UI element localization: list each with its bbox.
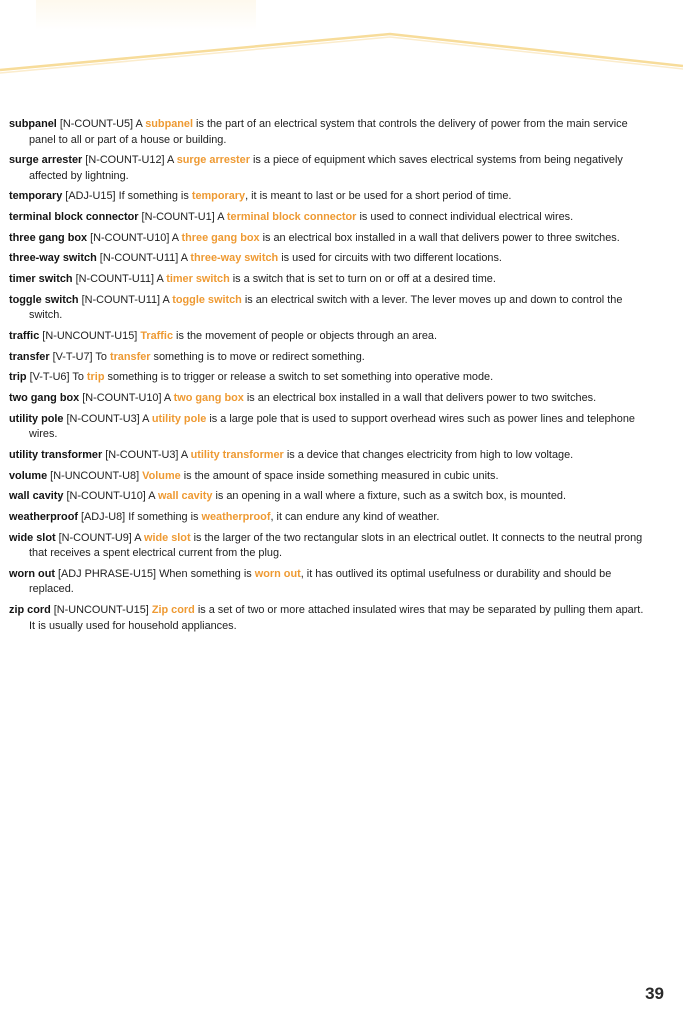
entry-lead: A: [180, 252, 188, 265]
entry-term: worn out: [9, 567, 55, 580]
glossary-entry: [9, 153, 649, 184]
entry-tag: [N-UNCOUNT-U15]: [42, 330, 138, 342]
entry-definition: is the amount of space inside something measured in cubic units.: [183, 469, 499, 482]
entry-definition: , it has outlived its optimal usefulness or durability and should be replaced.: [29, 567, 612, 596]
entry-term: trip: [9, 371, 27, 384]
glossary-entry: [9, 329, 649, 345]
entry-highlight: wide slot: [143, 531, 191, 544]
entry-definition: , it is meant to last or be used for a short period of time.: [245, 190, 512, 203]
entry-tag: [V-T-U6]: [29, 371, 70, 384]
entry-tag: [ADJ PHRASE-U15]: [58, 567, 157, 580]
entry-highlight: three-way switch: [190, 252, 279, 265]
glossary-list: [9, 117, 649, 639]
entry-definition: , it can endure any kind of weather.: [270, 511, 440, 523]
glossary-entry: [9, 489, 649, 505]
entry-term: three gang box: [9, 231, 88, 244]
entry-definition: is an electrical switch with a lever. The lever moves up and down to control the switch.: [29, 293, 623, 322]
entry-highlight: Zip cord: [151, 604, 195, 617]
entry-highlight: trip: [86, 371, 105, 384]
entry-definition: is an electrical box installed in a wall that delivers power to three switches.: [262, 231, 620, 244]
glossary-entry: [9, 412, 649, 443]
entry-definition: is the movement of people or objects through an area.: [176, 330, 437, 342]
entry-highlight: transfer: [109, 350, 151, 363]
glossary-entry: [9, 251, 649, 267]
entry-tag: [N-UNCOUNT-U8]: [50, 469, 140, 482]
entry-term: transfer: [9, 350, 50, 363]
entry-highlight: worn out: [254, 567, 301, 580]
entry-term: utility pole: [9, 412, 64, 425]
glossary-entry: [9, 117, 649, 148]
page-number: 39: [645, 984, 664, 1003]
entry-definition: is the larger of the two rectangular slots in an electrical outlet. It connects to the neutral prong that receives a spent electrical current from the plug.: [29, 531, 643, 560]
entry-term: wall cavity: [9, 490, 64, 503]
entry-highlight: wall cavity: [157, 490, 213, 503]
entry-highlight: utility pole: [151, 412, 207, 425]
entry-term: wide slot: [9, 531, 56, 544]
glossary-entry: [9, 391, 649, 407]
entry-highlight: Traffic: [140, 330, 174, 342]
entry-highlight: two gang box: [173, 392, 244, 405]
entry-lead: A: [148, 490, 155, 503]
entry-tag: [N-COUNT-U1]: [141, 211, 215, 224]
entry-highlight: surge arrester: [176, 154, 250, 167]
glossary-entry: [9, 231, 649, 247]
entry-tag: [N-COUNT-U10]: [66, 490, 146, 503]
entry-highlight: toggle switch: [172, 293, 242, 306]
entry-tag: [N-UNCOUNT-U15]: [53, 604, 149, 617]
glossary-entry: [9, 350, 649, 366]
glossary-entry: [9, 272, 649, 288]
entry-term: terminal block connector: [9, 211, 139, 224]
entry-lead: To: [95, 350, 107, 363]
glossary-entry: [9, 293, 649, 324]
glossary-entry: [9, 603, 649, 634]
entry-definition: something is to trigger or release a switch to set something into operative mode.: [107, 371, 494, 384]
glossary-entry: [9, 448, 649, 464]
entry-definition: is used to connect individual electrical wires.: [359, 211, 574, 224]
entry-definition: is a large pole that is used to support overhead wires such as power lines and telephone wires.: [29, 412, 635, 441]
entry-lead: A: [162, 293, 170, 306]
entry-tag: [N-COUNT-U11]: [75, 273, 155, 286]
entry-lead: A: [134, 531, 141, 544]
entry-tag: [N-COUNT-U3]: [105, 448, 179, 461]
glossary-entry: [9, 567, 649, 598]
entry-tag: [ADJ-U8]: [81, 511, 126, 523]
entry-tag: [N-COUNT-U3]: [66, 412, 140, 425]
entry-highlight: weatherproof: [201, 511, 271, 523]
entry-highlight: Volume: [142, 469, 181, 482]
glossary-entry: [9, 210, 649, 226]
glossary-entry: [9, 510, 649, 526]
entry-term: traffic: [9, 330, 40, 342]
entry-highlight: three gang box: [181, 231, 260, 244]
entry-tag: [N-COUNT-U11]: [81, 293, 161, 306]
entry-term: two gang box: [9, 392, 80, 405]
entry-term: timer switch: [9, 273, 73, 286]
header-line-graphic: [0, 0, 683, 80]
entry-lead: A: [163, 392, 171, 405]
entry-term: weatherproof: [9, 511, 78, 523]
entry-highlight: utility transformer: [190, 448, 284, 461]
entry-term: surge arrester: [9, 154, 83, 167]
entry-term: subpanel: [9, 118, 57, 130]
entry-lead: To: [72, 371, 84, 384]
entry-lead: When something is: [159, 567, 252, 580]
entry-lead: If something is: [118, 190, 189, 203]
entry-definition: is an opening in a wall where a fixture, such as a switch box, is mounted.: [215, 490, 566, 503]
entry-highlight: timer switch: [166, 273, 230, 286]
entry-tag: [ADJ-U15]: [65, 190, 116, 203]
entry-highlight: temporary: [191, 190, 246, 203]
glossary-entry: [9, 531, 649, 562]
entry-tag: [N-COUNT-U10]: [90, 231, 170, 244]
entry-tag: [N-COUNT-U5]: [59, 118, 134, 130]
entry-definition: is an electrical box installed in a wall that delivers power to two switches.: [246, 392, 597, 405]
entry-highlight: subpanel: [145, 118, 194, 130]
entry-term: toggle switch: [9, 293, 79, 306]
entry-lead: A: [167, 154, 174, 167]
entry-term: zip cord: [9, 604, 51, 617]
header-box: [36, 0, 256, 30]
entry-lead: A: [180, 448, 188, 461]
entry-tag: [N-COUNT-U9]: [58, 531, 132, 544]
glossary-entry: [9, 370, 649, 386]
entry-lead: A: [217, 211, 224, 224]
entry-tag: [N-COUNT-U11]: [99, 252, 179, 265]
entry-definition: is used for circuits with two different locations.: [281, 252, 502, 265]
entry-definition: is the part of an electrical system that controls the delivery of power from the main service panel to all or part of a house or building.: [29, 118, 628, 146]
entry-definition: is a switch that is set to turn on or off at a desired time.: [232, 273, 496, 286]
entry-lead: If something is: [128, 511, 199, 523]
entry-term: three-way switch: [9, 252, 97, 265]
entry-tag: [N-COUNT-U12]: [85, 154, 165, 167]
glossary-entry: [9, 469, 649, 485]
entry-lead: A: [156, 273, 164, 286]
entry-tag: [V-T-U7]: [52, 350, 93, 363]
entry-lead: A: [171, 231, 179, 244]
entry-term: temporary: [9, 190, 63, 203]
entry-definition: is a piece of equipment which saves electrical systems from being negatively affected by lightning.: [29, 154, 623, 182]
entry-definition: something is to move or redirect something.: [153, 350, 365, 363]
entry-term: volume: [9, 469, 48, 482]
entry-tag: [N-COUNT-U10]: [82, 392, 162, 405]
glossary-entry: [9, 189, 649, 205]
header-decoration: [0, 0, 683, 80]
entry-lead: A: [142, 412, 149, 425]
entry-highlight: terminal block connector: [226, 211, 357, 224]
entry-lead: A: [135, 118, 143, 130]
entry-term: utility transformer: [9, 448, 103, 461]
entry-definition: is a device that changes electricity from high to low voltage.: [286, 448, 574, 461]
entry-definition: is a set of two or more attached insulated wires that may be separated by pulling them apart. It is usually used for household appliances.: [29, 604, 644, 632]
